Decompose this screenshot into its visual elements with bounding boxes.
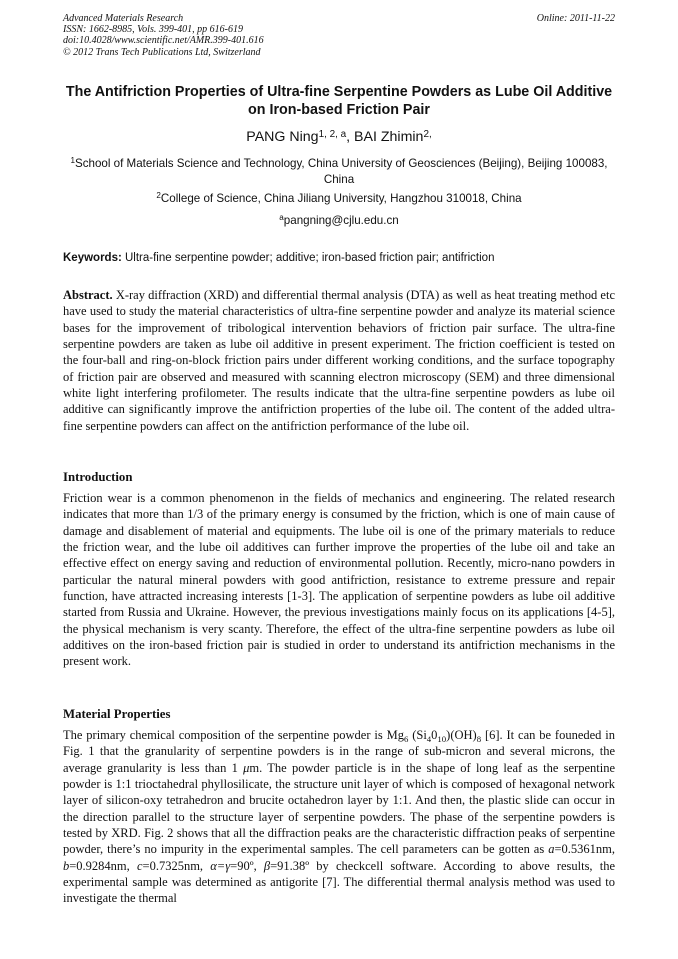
material-heading: Material Properties	[63, 707, 171, 721]
online-date: Online: 2011-11-22	[536, 13, 615, 24]
author-separator: ,	[346, 129, 355, 145]
issn-line: ISSN: 1662-8985, Vols. 399-401, pp 616-619	[63, 24, 243, 36]
formula-mg: Mg	[386, 728, 404, 742]
abstract	[63, 287, 615, 434]
author-2-name: BAI Zhimin	[354, 129, 424, 145]
param-value: =0.7325nm,	[142, 858, 211, 873]
param-value: =0.9284nm,	[69, 858, 137, 873]
material-text	[63, 727, 615, 907]
formula-oh: )(OH)	[446, 728, 477, 742]
formula-sub: 8	[476, 733, 482, 744]
material-text-part: The primary chemical composition of the serpentine powder is	[63, 728, 387, 742]
affiliation-1-text: School of Materials Science and Technology, China University of Geosciences (Beijing), Beijing 100083, China	[74, 157, 608, 186]
material-text-part: m. The powder particle is in the shape of long leaf as the serpentine powder is 1:1 trioctahedral phyllosilicate, the structure unit layer of which is composed of hexagonal network layer of silicon-oxy tetrahedron and brucite octahedron layer by 1:1. And then, the plastic slide can occur in the direction parallel to the structure layer of serpentine powders. The phase of the serpentine powders is tested by XRD. Fig. 2 shows that all the diffraction peaks are the characteristic diffraction peaks of serpentine powder, there’s no impurity in the experimental samples. The cell parameters can be gotten as	[63, 760, 615, 857]
doi-line: doi:10.4028/www.scientific.net/AMR.399-401.616	[63, 35, 264, 47]
author-line	[60, 129, 618, 146]
introduction-text: Friction wear is a common phenomenon in the fields of mechanics and engineering. The related research indicates that more than 1/3 of the primary energy is consumed by the friction, which is one of main cause of damage and disablement of material and equipments. The lube oil is one of the primary materials to reduce the friction wear, and the lube oil additives can further improve the properties of the lube oil and take an effective effect on energy saving and reduction of environmental pollution. Recently, micro-nano powders in particular the natural mineral powders with good antifriction, resistance to extreme pressure and repair function, have attracted increasing interests [1-3]. The application of serpentine powders as lube oil additive started from Russia and Ukraine. However, the previous investigations mainly focus on its applications [4-5], the physical mechanism is very scanty. Therefore, the effect of the ultra-fine serpentine powders as lube oil additives on the iron-based friction pair is studied in order to understand its antifriction mechanisms in the present work.	[63, 491, 615, 669]
author-1-name: PANG Ning	[246, 129, 319, 145]
introduction-heading: Introduction	[63, 470, 133, 484]
affiliation-1-sup: 1	[70, 156, 75, 166]
param-symbol: β	[263, 858, 271, 873]
material-text-part: =91.38º by checkcell software. According to above results, the experimental sample was determined as antigorite [7]. The differential thermal analysis method was used to investigate the thermal	[63, 858, 615, 906]
email-line	[60, 213, 618, 229]
affiliation-1	[60, 156, 618, 187]
param-value: =90º,	[230, 858, 264, 873]
email-sup: a	[279, 213, 284, 223]
param-symbol: c	[136, 858, 143, 873]
keywords-label: Keywords:	[63, 252, 122, 264]
affiliation-2-text: College of Science, China Jiliang University, Hangzhou 310018, China	[160, 192, 522, 205]
param-symbol: α=γ	[210, 858, 231, 873]
copyright-line: © 2012 Trans Tech Publications Ltd, Switzerland	[63, 46, 261, 58]
journal-name: Advanced Materials Research	[63, 13, 184, 24]
abstract-text: X-ray diffraction (XRD) and differential thermal analysis (DTA) as well as heat treating method etc have used to study the material characteristics of ultra-fine serpentine powder and analyze its material science bases for the improvement of tribological intervention behaviors of friction pair surface. The ultra-fine serpentine powders are taken as lube oil additive in present experiment. The friction coefficient is tested on the four-ball and ring-on-block friction pairs under different working conditions, and the surface topography of friction pair are observed and measured with scanning electron microscopy (SEM) and three dimensional white light interfering profilometer. The results indicate that the ultra-fine serpentine powders as lube oil additive can significantly improve the antifriction properties of the lube oil. The content of the added ultra-fine serpentine powders can affect on the antifriction performance of the lube oil.	[63, 288, 616, 433]
author-1-sup: 1, 2, a	[318, 128, 347, 140]
param-value: =0.5361nm,	[554, 842, 615, 857]
material-text-part: [6]. It can be founeded in Fig. 1 that the granularity of serpentine powders is in the range of sub-micron and several microns, the average granularity is less than 1	[63, 728, 615, 775]
affiliation-2	[60, 191, 618, 207]
email-address: pangning@cjlu.edu.cn	[283, 214, 399, 227]
formula	[387, 728, 482, 742]
keywords	[63, 251, 615, 266]
paper-title: The Antifriction Properties of Ultra-fine Serpentine Powders as Lube Oil Additive on Iron-based Friction Pair	[65, 84, 613, 118]
formula-sub: 6	[403, 733, 409, 744]
author-2-sup: 2,	[423, 128, 432, 140]
affiliation-2-sup: 2	[156, 191, 161, 201]
param-symbol: a	[548, 842, 555, 857]
formula-sub: 10	[437, 733, 447, 744]
formula-si: (Si	[408, 728, 427, 742]
param-symbol: b	[63, 858, 70, 873]
keywords-text: Ultra-fine serpentine powder; additive; iron-based friction pair; antifriction	[125, 252, 495, 264]
mu-symbol: μ	[243, 760, 250, 775]
formula-o: 0	[431, 728, 438, 742]
abstract-label: Abstract.	[63, 288, 113, 302]
journal-header	[63, 13, 615, 58]
formula-sub: 4	[426, 733, 432, 744]
